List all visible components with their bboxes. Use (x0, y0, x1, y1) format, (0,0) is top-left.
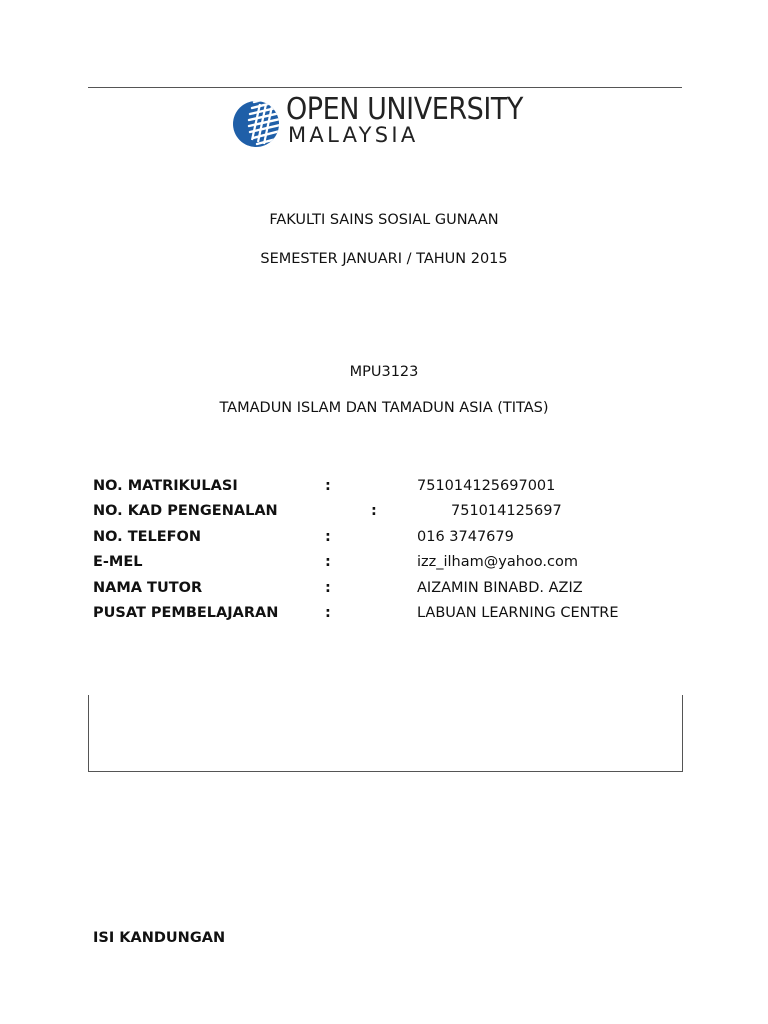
detail-separator: : (325, 477, 331, 494)
oum-logo (232, 94, 544, 152)
detail-label: E-MEL (93, 554, 143, 571)
detail-label: NO. MATRIKULASI (93, 477, 238, 494)
detail-row-matrikulasi (93, 473, 693, 499)
course-code: MPU3123 (349, 364, 419, 380)
logo-text-malaysia: MALAYSIA (288, 123, 419, 147)
detail-value: izz_ilham@yahoo.com (417, 554, 578, 571)
detail-label: NO. KAD PENGENALAN (93, 503, 278, 520)
student-details-table (93, 473, 693, 626)
toc-heading: ISI KANDUNGAN (93, 930, 226, 946)
detail-row-pusat-pembelajaran (93, 601, 693, 627)
empty-box (88, 695, 683, 772)
detail-separator: : (325, 579, 331, 596)
detail-separator: : (325, 554, 331, 571)
detail-label: PUSAT PEMBELAJARAN (93, 605, 279, 622)
detail-value: 751014125697001 (417, 477, 556, 494)
detail-row-nama-tutor (93, 575, 693, 601)
detail-label: NAMA TUTOR (93, 579, 203, 596)
detail-separator: : (325, 605, 331, 622)
oum-globe-icon (232, 96, 282, 152)
detail-value-text: 751014125697 (451, 503, 562, 520)
detail-value: AIZAMIN BINABD. AZIZ (417, 579, 583, 596)
detail-separator: : (371, 503, 377, 520)
course-title: TAMADUN ISLAM DAN TAMADUN ASIA (TITAS) (219, 400, 549, 416)
detail-separator: : (325, 528, 331, 545)
detail-value: LABUAN LEARNING CENTRE (417, 605, 619, 622)
detail-label: NO. TELEFON (93, 528, 202, 545)
detail-row-telefon (93, 524, 693, 550)
logo-text-open-university: OPEN UNIVERSITY (286, 92, 523, 127)
detail-value: 016 3747679 (417, 528, 514, 545)
top-rule (88, 87, 682, 88)
semester-text: SEMESTER JANUARI / TAHUN 2015 (260, 251, 508, 267)
detail-row-emel (93, 550, 693, 576)
faculty-name: FAKULTI SAINS SOSIAL GUNAAN (269, 212, 499, 228)
detail-value (417, 499, 693, 525)
detail-row-kad-pengenalan (93, 499, 693, 525)
